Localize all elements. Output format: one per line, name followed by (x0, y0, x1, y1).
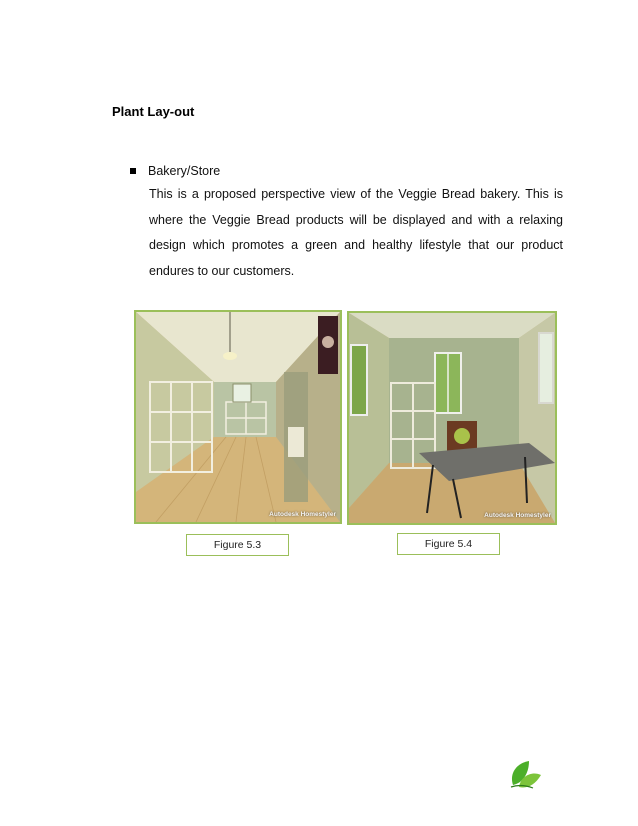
figure-image-room-view (347, 311, 557, 525)
figure-watermark: Autodesk Homestyler (269, 511, 336, 518)
figure-image-store-view (134, 310, 342, 524)
section-heading: Plant Lay-out (112, 104, 195, 119)
figure-caption: Figure 5.3 (186, 534, 289, 556)
store-render-illustration (136, 312, 340, 522)
bullet-item (130, 164, 220, 178)
veggie-bread-logo (507, 755, 571, 791)
figure-watermark: Autodesk Homestyler (484, 512, 551, 519)
bullet-label: Bakery/Store (148, 164, 221, 178)
figure-caption: Figure 5.4 (397, 533, 500, 555)
leaf-icon (507, 755, 571, 791)
description-paragraph: This is a proposed perspective view of the Veggie Bread bakery. This is where the Veggie Bread products will be displayed and with a relaxing design which promotes a green and healthy lifestyle that our product endures to our customers. (149, 187, 563, 279)
room-render-illustration (349, 313, 555, 523)
bullet-square-icon (130, 168, 136, 174)
